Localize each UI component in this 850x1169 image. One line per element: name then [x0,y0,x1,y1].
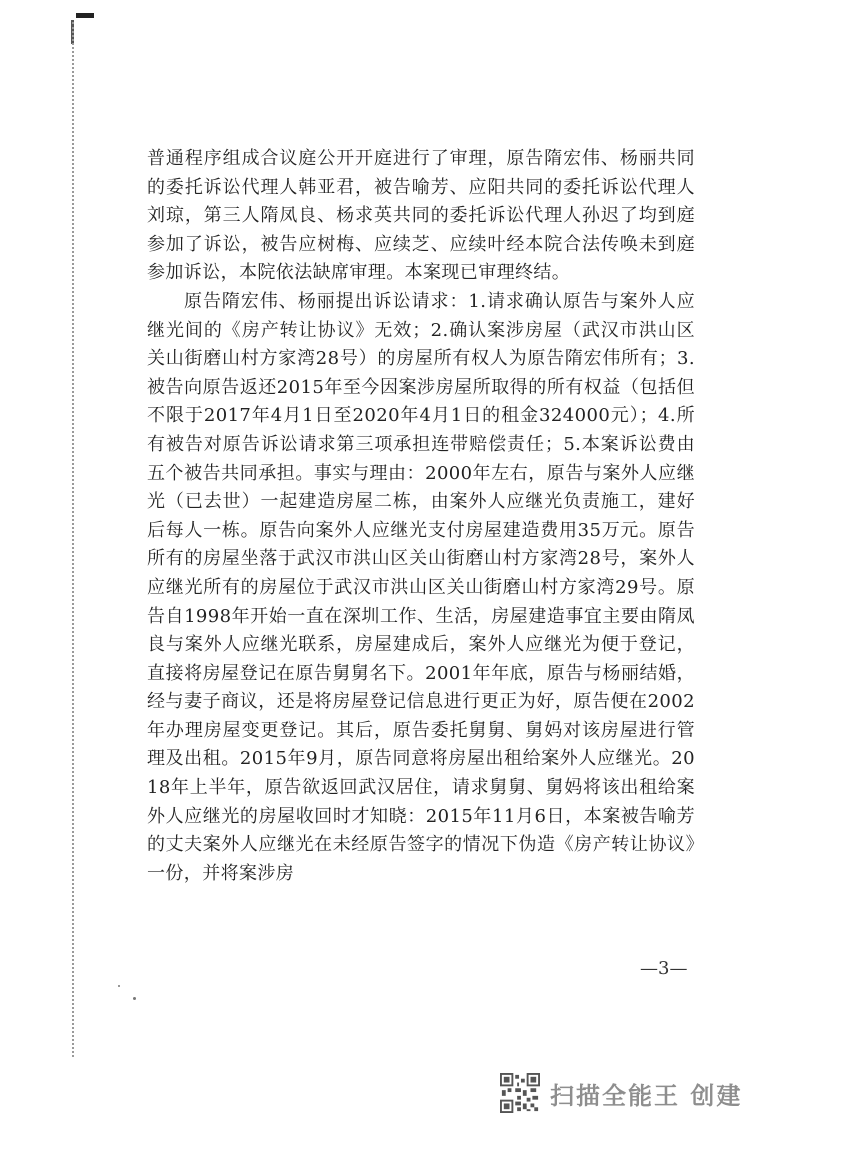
watermark-text: 扫描全能王 创建 [550,1081,743,1110]
scan-speck [133,997,136,1000]
binding-line [72,22,74,1057]
paragraph-1: 普通程序组成合议庭公开开庭进行了审理，原告隋宏伟、杨丽共同的委托诉讼代理人韩亚君，被告喻芳、应阳共同的委托诉讼代理人刘琼，第三人隋凤良、杨求英共同的委托诉讼代理人孙迟了均到庭参加了诉讼，被告应树梅、应续芝、应续叶经本院合法传唤未到庭参加诉讼，本院依法缺席审理。本案现已审理终结。 [147,148,695,284]
document-body [147,145,695,888]
page-number: —3— [640,958,688,979]
qr-code-icon [500,1073,540,1113]
paragraph-2: 原告隋宏伟、杨丽提出诉讼请求：1.请求确认原告与案外人应继光间的《房产转让协议》无效；2.确认案涉房屋（武汉市洪山区关山街磨山村方家湾28号）的房屋所有权人为原告隋宏伟所有；3.被告向原告返还2015年至今因案涉房屋所取得的所有权益（包括但不限于2017年4月1日至2020年4月1日的租金324000元）；4.所有被告对原告诉讼请求第三项承担连带赔偿责任；5.本案诉讼费由五个被告共同承担。事实与理由：2000年左右，原告与案外人应继光（已去世）一起建造房屋二栋，由案外人应继光负责施工，建好后每人一栋。原告向案外人应继光支付房屋建造费用35万元。原告所有的房屋坐落于武汉市洪山区关山街磨山村方家湾28号，案外人应继光所有的房屋位于武汉市洪山区关山街磨山村方家湾29号。原告自1998年开始一直在深圳工作、生活，房屋建造事宜主要由隋凤良与案外人应继光联系，房屋建成后，案外人应继光为便于登记，直接将房屋登记在原告舅舅名下。2001年年底，原告与杨丽结婚，经与妻子商议，还是将房屋登记信息进行更正为好，原告便在2002年办理房屋变更登记。其后，原告委托舅舅、舅妈对该房屋进行管理及出租。2015年9月，原告同意将房屋出租给案外人应继光。2018年上半年，原告欲返回武汉居住，请求舅舅、舅妈将该出租给案外人应继光的房屋收回时才知晓：2015年11月6日，本案被告喻芳的丈夫案外人应继光在未经原告签字的情况下伪造《房产转让协议》一份，并将案涉房 [147,290,695,884]
scan-mark [76,13,94,18]
scanner-watermark [500,1073,742,1113]
scan-speck [118,985,120,987]
